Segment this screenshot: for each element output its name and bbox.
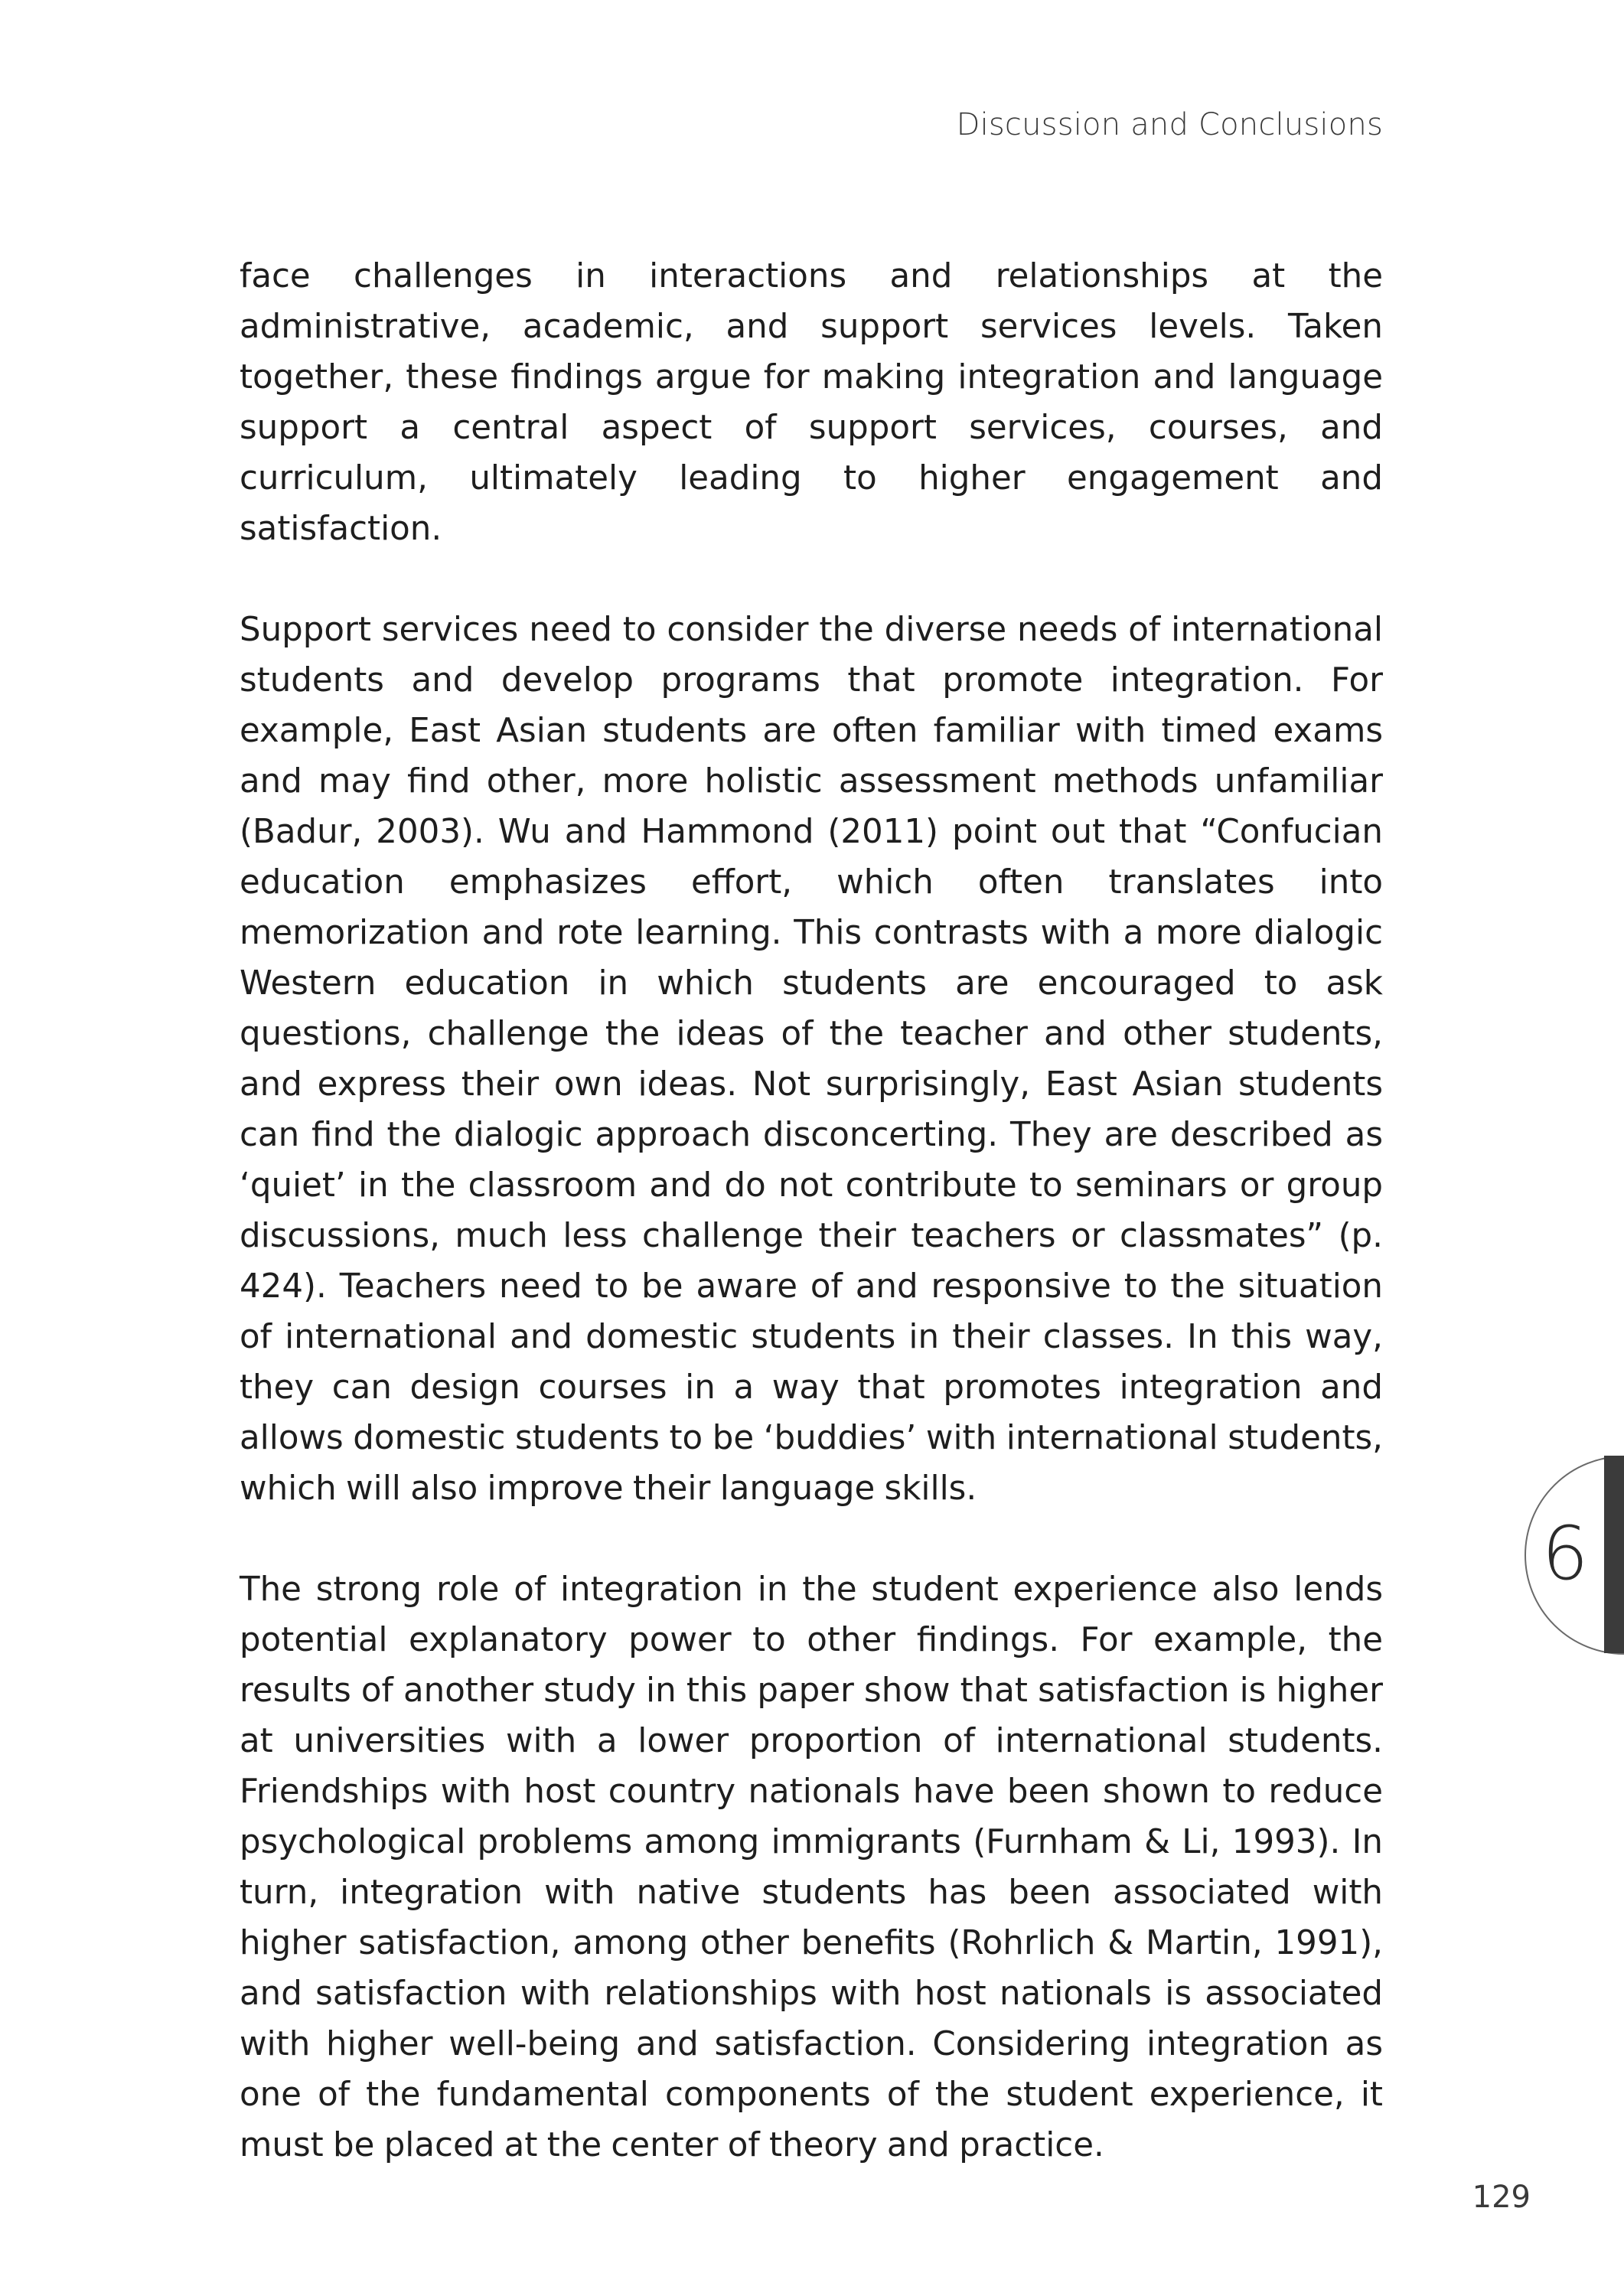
chapter-tab-bar bbox=[1604, 1456, 1624, 1653]
paragraph-1: face challenges in interactions and relationships at the administrative, academic, and support services levels. Taken together, these findings argue for making integration and language support a central aspect of support services, courses, and curriculum, ultimately leading to higher engagement and satisfaction. bbox=[240, 257, 1383, 548]
paragraph-2: Support services need to consider the diverse needs of international students and develop programs that promote integration. For example, East Asian students are often familiar with timed exams and may find other, more holistic assessment methods unfamiliar (Badur, 2003). Wu and Hammond (2011) point out that “Confucian education emphasizes effort, which often translates into memorization and rote learning. This contrasts with a more dialogic Western education in which students are encouraged to ask questions, challenge the ideas of the teacher and other students, and express their own ideas. Not surprisingly, East Asian students can find the dialogic approach disconcerting. They are described as ‘quiet’ in the classroom and do not contribute to seminars or group discussions, much less challenge their teachers or classmates” (p. 424). Teachers need to be aware of and responsive to the situation of international and domestic students in their classes. In this way, they can design courses in a way that promotes integration and allows domestic students to be ‘buddies’ with international students, which will also improve their language skills. bbox=[240, 611, 1383, 1508]
paragraph-3: The strong role of integration in the student experience also lends potential explanatory power to other findings. For example, the results of another study in this paper show that satisfaction is higher at universities with a lower proportion of international students. Friendships with host country nationals have been shown to reduce psychological problems among immigrants (Furnham & Li, 1993). In turn, integration with native students has been associated with higher satisfaction, among other benefits (Rohrlich & Martin, 1991), and satisfaction with relationships with host nationals is associated with higher well-being and satisfaction. Considering integration as one of the fundamental components of the student experience, it must be placed at the center of theory and practice. bbox=[240, 1570, 1383, 2164]
chapter-tab bbox=[1525, 1456, 1624, 1653]
chapter-number: 6 bbox=[1541, 1511, 1589, 1596]
page-number: 129 bbox=[1472, 2180, 1531, 2215]
body-text bbox=[240, 251, 1383, 2221]
running-head: Discussion and Conclusions bbox=[956, 107, 1383, 142]
